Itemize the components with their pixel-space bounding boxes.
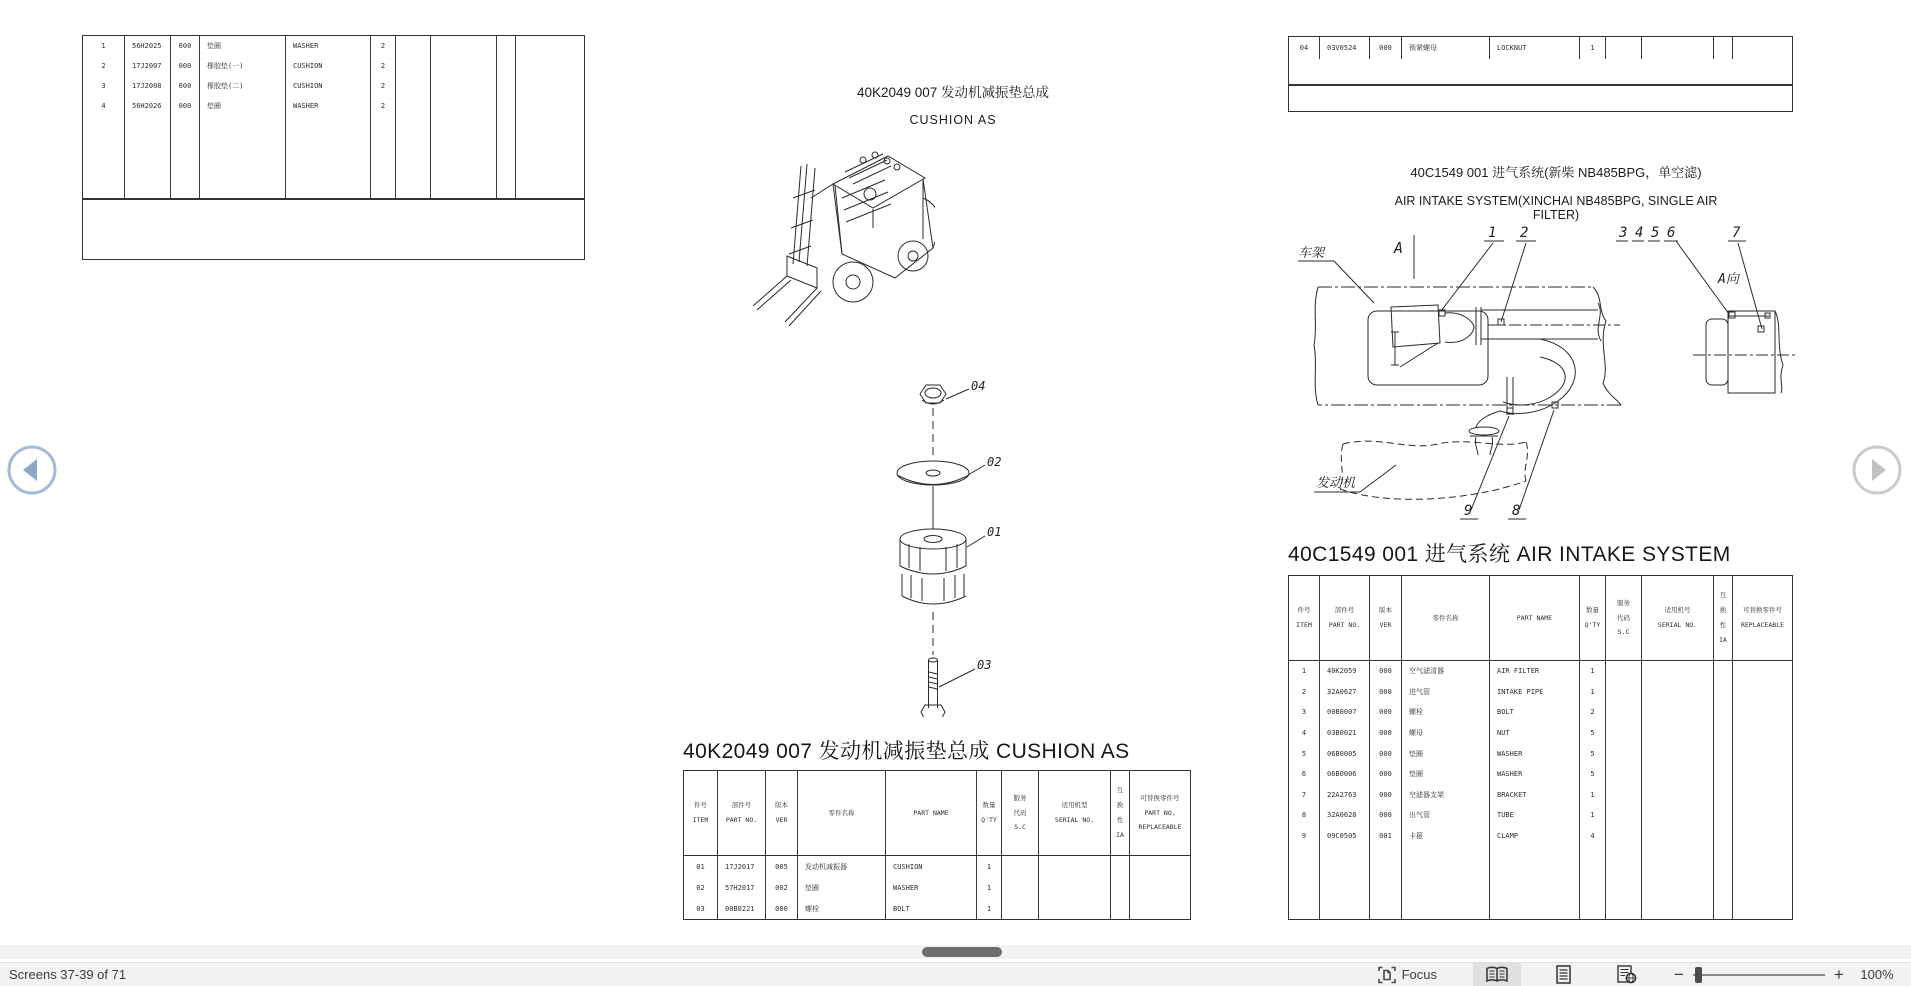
- table-cell: [1642, 826, 1714, 847]
- table-cell: [431, 96, 497, 116]
- table-cell: [497, 56, 516, 76]
- table-cell: 橡胶垫(一): [200, 56, 286, 76]
- table-cell: 1: [1580, 805, 1606, 826]
- table-cell: AIR FILTER: [1490, 661, 1580, 682]
- table-cell: 5: [1580, 764, 1606, 785]
- table-cell: [431, 116, 497, 198]
- table-cell: 1: [1580, 661, 1606, 682]
- table-cell: 4: [83, 96, 125, 116]
- table-cell: [1002, 898, 1039, 919]
- table-cell: 002: [766, 877, 798, 898]
- table-cell: NUT: [1490, 723, 1580, 744]
- table-cell: 03V0524: [1320, 37, 1370, 59]
- column-header: PART NAME: [886, 771, 977, 855]
- table-cell: 空气滤清器: [1402, 661, 1490, 682]
- table-cell: [1714, 37, 1733, 59]
- column-header: 服务 代码 S.C: [1606, 576, 1642, 660]
- table-cell: WASHER: [1490, 743, 1580, 764]
- svg-text:03: 03: [977, 658, 992, 672]
- table-cell: 1: [1580, 682, 1606, 703]
- table-cell: [1714, 743, 1733, 764]
- table-cell: [1580, 846, 1606, 919]
- table-cell: 02: [684, 877, 718, 898]
- chevron-left-circle-icon: [6, 444, 58, 496]
- svg-text:发动机: 发动机: [1316, 476, 1356, 491]
- table-cell: [1733, 37, 1792, 59]
- table-cell: 6: [1289, 764, 1320, 785]
- table-cell: 04: [1289, 37, 1320, 59]
- column-header: 零件名称: [798, 771, 886, 855]
- table-cell: 09C0505: [1320, 826, 1370, 847]
- svg-text:6: 6: [1667, 225, 1676, 241]
- table-cell: 32A0627: [1320, 682, 1370, 703]
- table-cell: 000: [1370, 723, 1402, 744]
- table-row: [1289, 785, 1792, 806]
- table-cell: 垫圈: [798, 877, 886, 898]
- table-cell: [1606, 723, 1642, 744]
- table-row: [1289, 805, 1792, 826]
- table-cell: BRACKET: [1490, 785, 1580, 806]
- table-row: [83, 56, 584, 76]
- column-header: 适用机号 SERIAL NO.: [1642, 576, 1714, 660]
- table-cell: [286, 116, 371, 198]
- focus-toggle-button[interactable]: [1372, 963, 1443, 986]
- table-cell: [1111, 856, 1130, 877]
- document-globe-icon: [1617, 965, 1637, 984]
- middle-page-title-en: CUSHION AS: [909, 113, 997, 127]
- table-row: [1289, 764, 1792, 785]
- chevron-right-circle-icon: [1851, 444, 1903, 496]
- table-cell: [396, 96, 431, 116]
- zoom-out-button[interactable]: [1667, 963, 1691, 986]
- table-cell: 1: [1580, 785, 1606, 806]
- table-cell: 06B0005: [1320, 743, 1370, 764]
- svg-text:1: 1: [1488, 225, 1497, 241]
- table-cell: [1733, 846, 1792, 919]
- table-cell: 9: [1289, 826, 1320, 847]
- table-cell: 1: [1580, 37, 1606, 59]
- table-cell: 4: [1580, 826, 1606, 847]
- table-cell: 2: [371, 56, 396, 76]
- table-cell: 000: [1370, 805, 1402, 826]
- svg-text:04: 04: [971, 379, 986, 393]
- table-cell: CUSHION: [286, 56, 371, 76]
- table-cell: 2: [371, 76, 396, 96]
- table-header-row: [1289, 576, 1792, 661]
- right-page-parts-table: [1288, 575, 1793, 920]
- table-cell: 000: [1370, 37, 1402, 59]
- table-cell: BOLT: [886, 898, 977, 919]
- svg-text:8: 8: [1512, 503, 1521, 519]
- cushion-exploded-diagram: [875, 372, 1010, 717]
- table-cell: 56H2025: [125, 36, 171, 56]
- table-cell: 7: [1289, 785, 1320, 806]
- table-filler-row: [83, 116, 584, 198]
- table-cell: [1606, 661, 1642, 682]
- column-header: 数量 Q'TY: [977, 771, 1002, 855]
- table-cell: 57H2017: [718, 877, 766, 898]
- single-page-view-button[interactable]: [1543, 963, 1583, 986]
- table-cell: [1606, 743, 1642, 764]
- table-cell: [497, 36, 516, 56]
- table-cell: WASHER: [286, 96, 371, 116]
- svg-text:2: 2: [1520, 225, 1529, 241]
- table-cell: [83, 116, 125, 198]
- table-cell: [1402, 846, 1490, 919]
- column-header: 服务 代码 S.C: [1002, 771, 1039, 855]
- table-cell: [1130, 877, 1190, 898]
- table-cell: [1289, 846, 1320, 919]
- table-cell: 垫圈: [1402, 764, 1490, 785]
- table-cell: [200, 116, 286, 198]
- table-cell: [1714, 785, 1733, 806]
- table-cell: [1642, 682, 1714, 703]
- table-cell: [1714, 723, 1733, 744]
- table-footer-box: [83, 198, 584, 259]
- focus-frame-icon: [1378, 966, 1396, 984]
- forklift-illustration: [745, 136, 935, 331]
- right-page-top-table: [1288, 36, 1793, 112]
- table-cell: 橡胶垫(二): [200, 76, 286, 96]
- table-cell: [1733, 826, 1792, 847]
- focus-label: Focus: [1401, 967, 1437, 982]
- table-cell: 40K2059: [1320, 661, 1370, 682]
- table-cell: [1606, 764, 1642, 785]
- table-cell: CUSHION: [286, 76, 371, 96]
- table-cell: [1642, 805, 1714, 826]
- table-cell: [1642, 702, 1714, 723]
- table-cell: 3: [83, 76, 125, 96]
- table-cell: [1733, 702, 1792, 723]
- table-row: [83, 96, 584, 116]
- table-cell: 1: [83, 36, 125, 56]
- svg-text:A: A: [1394, 239, 1404, 257]
- table-row: [1289, 37, 1792, 59]
- table-cell: [1642, 37, 1714, 59]
- table-cell: [1714, 764, 1733, 785]
- table-cell: [1714, 846, 1733, 919]
- table-cell: [396, 36, 431, 56]
- scrollbar-thumb[interactable]: [922, 947, 1002, 957]
- table-cell: [1606, 805, 1642, 826]
- table-cell: BOLT: [1490, 702, 1580, 723]
- table-cell: [1714, 682, 1733, 703]
- book-open-icon: [1485, 966, 1509, 983]
- table-cell: [1606, 846, 1642, 919]
- table-cell: 垫圈: [200, 96, 286, 116]
- right-page-title-cn: 40C1549 001 进气系统(新柴 NB485BPG，单空滤): [1410, 165, 1702, 180]
- table-cell: 1: [1289, 661, 1320, 682]
- column-header: 件号 ITEM: [684, 771, 718, 855]
- table-cell: [1111, 877, 1130, 898]
- table-cell: 001: [1370, 826, 1402, 847]
- table-cell: [1733, 682, 1792, 703]
- table-cell: 2: [1580, 702, 1606, 723]
- table-cell: [516, 96, 584, 116]
- table-cell: 56H2026: [125, 96, 171, 116]
- status-bar: [0, 962, 1911, 986]
- screen-counter: Screens 37-39 of 71: [9, 967, 127, 982]
- web-layout-view-button[interactable]: [1605, 963, 1649, 986]
- table-cell: 32A0628: [1320, 805, 1370, 826]
- middle-section-title: 40K2049 007 发动机减振垫总成 CUSHION AS: [683, 740, 1130, 763]
- table-cell: [396, 76, 431, 96]
- svg-text:9: 9: [1464, 503, 1473, 519]
- horizontal-scrollbar[interactable]: [0, 945, 1911, 959]
- document-icon: [1556, 965, 1571, 984]
- table-cell: [1642, 785, 1714, 806]
- svg-text:02: 02: [987, 455, 1002, 469]
- table-row: [684, 877, 1190, 898]
- table-cell: 000: [171, 56, 200, 76]
- table-cell: 17J2008: [125, 76, 171, 96]
- zoom-in-button[interactable]: [1827, 963, 1851, 986]
- svg-text:3: 3: [1619, 225, 1628, 241]
- table-cell: 000: [1370, 661, 1402, 682]
- table-cell: [516, 36, 584, 56]
- right-section-title: 40C1549 001 进气系统 AIR INTAKE SYSTEM: [1288, 543, 1731, 566]
- svg-text:车架: 车架: [1298, 246, 1325, 261]
- table-cell: [1733, 723, 1792, 744]
- table-cell: [1642, 743, 1714, 764]
- table-cell: 5: [1580, 723, 1606, 744]
- table-cell: 03B0021: [1320, 723, 1370, 744]
- table-cell: [497, 76, 516, 96]
- table-cell: 03: [684, 898, 718, 919]
- table-footer-box: [1289, 84, 1792, 111]
- table-cell: LOCKNUT: [1490, 37, 1580, 59]
- table-cell: 1: [977, 877, 1002, 898]
- table-cell: [1642, 764, 1714, 785]
- column-header: 可替换零件号 PART NO. REPLACEABLE: [1138, 793, 1182, 832]
- table-cell: [171, 116, 200, 198]
- table-row: [684, 898, 1190, 919]
- table-cell: 22A2763: [1320, 785, 1370, 806]
- table-cell: 8: [1289, 805, 1320, 826]
- table-header-row: [684, 771, 1190, 856]
- table-row: [684, 856, 1190, 877]
- table-cell: 1: [977, 856, 1002, 877]
- table-cell: 00B0007: [1320, 702, 1370, 723]
- column-header: PART NAME: [1490, 576, 1580, 660]
- table-row: [1289, 743, 1792, 764]
- table-cell: 3: [1289, 702, 1320, 723]
- table-cell: [431, 76, 497, 96]
- next-screen-button[interactable]: [1851, 444, 1903, 496]
- table-row: [83, 36, 584, 56]
- middle-page-title-cn: 40K2049 007 发动机减振垫总成: [856, 85, 1050, 100]
- table-cell: 垫圈: [1402, 743, 1490, 764]
- table-cell: [1714, 661, 1733, 682]
- table-cell: [1642, 723, 1714, 744]
- table-filler-row: [1289, 846, 1792, 919]
- table-cell: 5: [1289, 743, 1320, 764]
- column-header: 互 换 性 IA: [1111, 771, 1130, 855]
- table-cell: 垫圈: [200, 36, 286, 56]
- table-cell: [1714, 702, 1733, 723]
- table-cell: [1370, 846, 1402, 919]
- table-cell: [1606, 702, 1642, 723]
- table-cell: 17J2017: [718, 856, 766, 877]
- table-cell: 06B0006: [1320, 764, 1370, 785]
- column-header: 互 换 性 IA: [1714, 576, 1733, 660]
- table-cell: 锁紧螺母: [1402, 37, 1490, 59]
- table-cell: [1606, 785, 1642, 806]
- table-cell: [1130, 856, 1190, 877]
- table-cell: 000: [1370, 702, 1402, 723]
- column-header: 部件号 PART NO.: [1320, 576, 1370, 660]
- table-row: [83, 76, 584, 96]
- zoom-slider-knob[interactable]: [1695, 967, 1702, 983]
- table-cell: 螺母: [1402, 723, 1490, 744]
- table-cell: [1039, 898, 1111, 919]
- table-cell: [1320, 846, 1370, 919]
- table-cell: 卡箍: [1402, 826, 1490, 847]
- left-page-parts-table: [82, 35, 585, 260]
- table-cell: 螺栓: [798, 898, 886, 919]
- table-cell: [371, 116, 396, 198]
- table-row: [1289, 682, 1792, 703]
- column-header: 版本 VER: [1370, 576, 1402, 660]
- table-cell: 000: [1370, 682, 1402, 703]
- table-row: [1289, 661, 1792, 682]
- table-cell: 螺栓: [1402, 702, 1490, 723]
- zoom-percentage: 100%: [1860, 967, 1894, 982]
- table-cell: 000: [1370, 764, 1402, 785]
- table-cell: [1130, 898, 1190, 919]
- table-cell: 进气管: [1402, 682, 1490, 703]
- table-row: [1289, 826, 1792, 847]
- air-intake-diagram: [1288, 215, 1838, 527]
- table-cell: 空滤器支架: [1402, 785, 1490, 806]
- table-cell: CUSHION: [886, 856, 977, 877]
- table-cell: [1733, 661, 1792, 682]
- table-cell: 000: [171, 76, 200, 96]
- table-cell: CLAMP: [1490, 826, 1580, 847]
- table-cell: [1733, 785, 1792, 806]
- table-cell: [1606, 682, 1642, 703]
- svg-text:01: 01: [987, 525, 1002, 539]
- table-cell: 01: [684, 856, 718, 877]
- minus-icon: −: [1674, 964, 1684, 984]
- column-header: 版本 VER: [766, 771, 798, 855]
- table-cell: 000: [1370, 785, 1402, 806]
- two-page-view-button[interactable]: [1473, 963, 1521, 986]
- table-cell: INTAKE PIPE: [1490, 682, 1580, 703]
- svg-text:4: 4: [1635, 225, 1644, 241]
- svg-text:A向: A向: [1718, 272, 1739, 287]
- table-cell: [1606, 826, 1642, 847]
- svg-text:5: 5: [1651, 225, 1660, 241]
- table-cell: [1714, 826, 1733, 847]
- table-cell: [1733, 764, 1792, 785]
- table-cell: 5: [1580, 743, 1606, 764]
- svg-text:7: 7: [1732, 225, 1741, 241]
- table-cell: WASHER: [286, 36, 371, 56]
- table-cell: 2: [371, 36, 396, 56]
- table-cell: 2: [83, 56, 125, 76]
- table-cell: 000: [1370, 743, 1402, 764]
- table-cell: [1039, 877, 1111, 898]
- table-cell: [1111, 898, 1130, 919]
- table-cell: 2: [371, 96, 396, 116]
- table-cell: [431, 56, 497, 76]
- table-cell: [1606, 37, 1642, 59]
- table-cell: 17J2007: [125, 56, 171, 76]
- table-cell: [1002, 877, 1039, 898]
- table-cell: TUBE: [1490, 805, 1580, 826]
- table-cell: [516, 116, 584, 198]
- table-cell: 000: [171, 36, 200, 56]
- table-cell: [125, 116, 171, 198]
- table-cell: [497, 96, 516, 116]
- table-cell: [1002, 856, 1039, 877]
- table-cell: 出气管: [1402, 805, 1490, 826]
- table-cell: [1642, 661, 1714, 682]
- table-cell: 发动机减振器: [798, 856, 886, 877]
- table-cell: [1039, 856, 1111, 877]
- table-cell: WASHER: [886, 877, 977, 898]
- table-cell: [516, 56, 584, 76]
- table-cell: [497, 116, 516, 198]
- column-header: 部件号 PART NO.: [718, 771, 766, 855]
- table-cell: [1490, 846, 1580, 919]
- table-cell: [1714, 805, 1733, 826]
- previous-screen-button[interactable]: [6, 444, 58, 496]
- column-header: 件号 ITEM: [1289, 576, 1320, 660]
- middle-page-parts-table: [683, 770, 1191, 920]
- table-cell: 000: [171, 96, 200, 116]
- table-cell: WASHER: [1490, 764, 1580, 785]
- table-cell: [396, 56, 431, 76]
- table-cell: 005: [766, 856, 798, 877]
- plus-icon: +: [1834, 964, 1844, 984]
- table-row: [1289, 702, 1792, 723]
- table-cell: [516, 76, 584, 96]
- table-cell: 4: [1289, 723, 1320, 744]
- column-header: 零件名称: [1402, 576, 1490, 660]
- table-cell: 000: [766, 898, 798, 919]
- table-cell: [431, 36, 497, 56]
- table-cell: 1: [977, 898, 1002, 919]
- table-row: [1289, 723, 1792, 744]
- right-page-title-en: AIR INTAKE SYSTEM(XINCHAI NB485BPG, SINGLE AIR FILTER): [1394, 194, 1718, 222]
- table-cell: [1733, 743, 1792, 764]
- zoom-slider[interactable]: [1693, 963, 1825, 986]
- table-cell: 2: [1289, 682, 1320, 703]
- column-header: 适用机型 SERIAL NO.: [1039, 771, 1111, 855]
- table-cell: [1733, 805, 1792, 826]
- column-header: 数量 Q'TY: [1580, 576, 1606, 660]
- column-header: 可替换零件号 REPLACEABLE: [1740, 606, 1785, 629]
- table-cell: 00B0221: [718, 898, 766, 919]
- table-cell: [396, 116, 431, 198]
- table-cell: [1642, 846, 1714, 919]
- zoom-slider-track: [1693, 974, 1825, 976]
